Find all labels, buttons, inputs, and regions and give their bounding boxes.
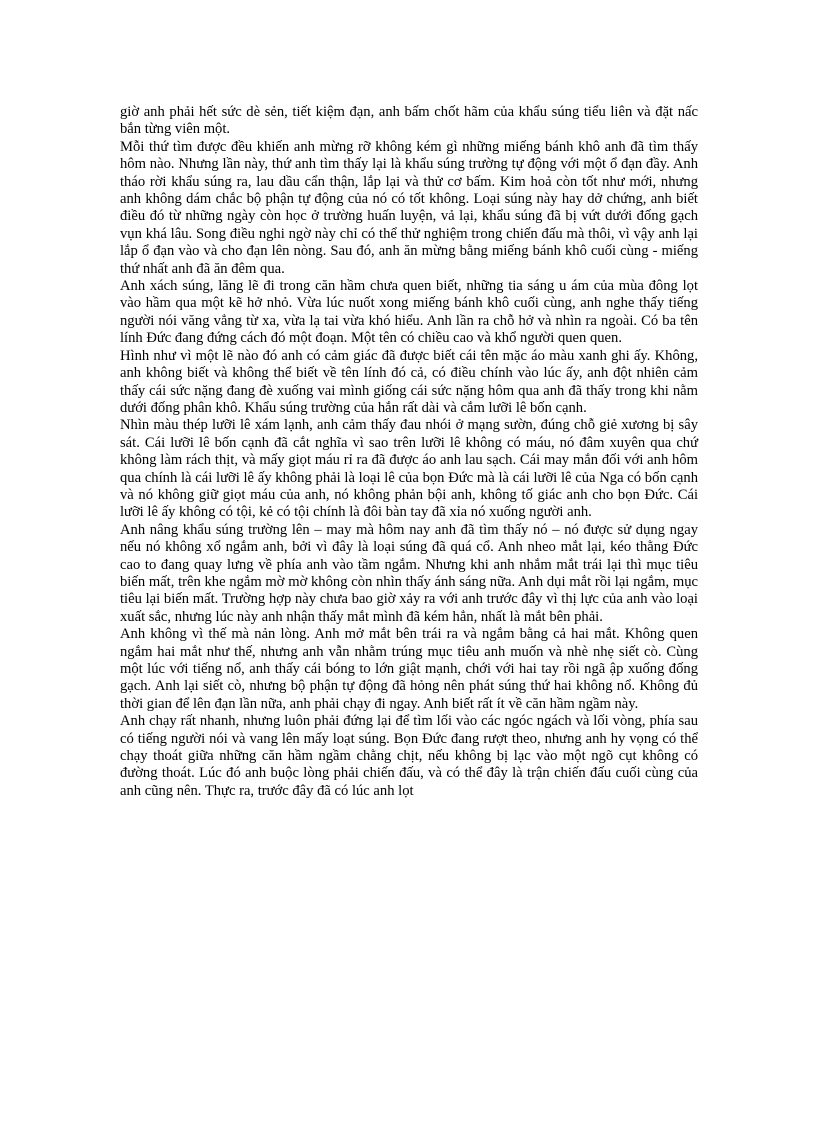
paragraph-3: Anh xách súng, lăng lẽ đi trong căn hầm chưa quen biết, những tia sáng u ám của mùa đông lọt vào hầm qua một kẽ hở nhỏ. Vừa lúc nuốt xong miếng bánh khô cuối cùng, anh nghe thấy tiếng người nói văng vẳng từ xa, vừa lạ tai vừa khó hiểu. Anh lần ra chỗ hở và nhìn ra ngoài. Có ba tên lính Đức đang đứng cách đó một đoạn. Một tên có chiều cao và khổ người quen quen. <box>120 278 698 347</box>
paragraph-4: Hình như vì một lẽ nào đó anh có cảm giác đã được biết cái tên mặc áo màu xanh ghi ấy. Không, anh không biết và không thể biết về tên lính đó cả, có điều chính vào lúc ấy, anh đột nhiên cảm thấy cái sức nặng đang đè xuống vai mình giống cái sức nặng hôm qua anh đã thấy trong khi nằm dưới đống phân khô. Khẩu súng trường của hắn rất dài và cắm lưỡi lê bốn cạnh. <box>120 347 698 416</box>
paragraph-1: giờ anh phải hết sức dè sẻn, tiết kiệm đạn, anh bấm chốt hãm của khẩu súng tiểu liên và đặt nấc bắn từng viên một. <box>120 104 698 138</box>
paragraph-2: Mỗi thứ tìm được đều khiến anh mừng rỡ không kém gì những miếng bánh khô anh đã tìm thấy hôm nào. Nhưng lần này, thứ anh tìm thấy lại là khẩu súng trường tự động với một ổ đạn đầy. Anh tháo rời khẩu súng ra, lau dầu cẩn thận, lắp lại và thử cơ bấm. Kim hoả còn tốt như mới, nhưng anh không dám chắc bộ phận tự động của nó có tốt không. Loại súng này hay dở chứng, anh biết điều đó từ những ngày còn học ở trường huấn luyện, vả lại, khẩu súng đã bị vứt dưới đống gạch vụn khá lâu. Song điều nghi ngờ này chỉ có thể thử nghiệm trong chiến đấu mà thôi, vì vậy anh lại lắp ổ đạn vào và cho đạn lên nòng. Sau đó, anh ăn mừng bằng miếng bánh khô cuối cùng - miếng thứ nhất anh đã ăn đêm qua. <box>120 138 698 277</box>
paragraph-7: Anh không vì thế mà nản lòng. Anh mở mắt bên trái ra và ngắm bằng cả hai mắt. Không quen ngắm hai mắt như thế, nhưng anh vẫn nhằm trúng mục tiêu anh muốn và nhè nhẹ siết cò. Cùng một lúc với tiếng nổ, anh thấy cái bóng to lớn giật mạnh, chới với hai tay rồi ngã ập xuống đống gạch. Anh lại siết cò, nhưng bộ phận tự động đã hỏng nên phát súng thứ hai không nổ. Không đủ thời gian để lên đạn lần nữa, anh phải chạy đi ngay. Anh biết rất ít về căn hầm ngầm này. <box>120 626 698 712</box>
paragraph-6: Anh nâng khẩu súng trường lên – may mà hôm nay anh đã tìm thấy nó – nó được sử dụng ngay nếu nó không xổ ngắm anh, bởi vì đây là loại súng đã quá cổ. Anh nheo mắt lại, kéo thằng Đức cao to đang quay lưng về phía anh vào tầm ngắm. Nhưng khi anh nhắm mắt trái lại thì mục tiêu biến mất, trên khe ngắm mờ mờ không còn nhìn thấy ánh sáng nữa. Anh dụi mắt rồi lại ngắm, mục tiêu lại biến mất. Trường hợp này chưa bao giờ xảy ra với anh trước đây vì thị lực của anh vào loại xuất sắc, nhưng lúc này anh nhận thấy mắt mình đã kém hẳn, nhất là mắt bên phải. <box>120 521 698 625</box>
paragraph-5: Nhìn màu thép lưỡi lê xám lạnh, anh cảm thấy đau nhói ở mạng sườn, đúng chỗ giẻ xương bị sây sát. Cái lưỡi lê bốn cạnh đã cắt nghĩa vì sao trên lưỡi lê không có máu, nó đâm xuyên qua chứ không làm rách thịt, và mấy giọt máu rỉ ra đã được áo anh lau sạch. Cái may mắn đối với anh hôm qua chính là cái lưỡi lê ấy không phải là loại lê của bọn Đức mà là cái lưỡi lê của Nga có bốn cạnh và nó không giữ giọt máu của anh, nó không phản bội anh, không tố giác anh cho bọn Đức. Cái lưỡi lê ấy không có tội, kẻ có tội chính là đôi bàn tay đã xỉa nó xuống người anh. <box>120 417 698 521</box>
document-page <box>120 104 698 800</box>
paragraph-8: Anh chạy rất nhanh, nhưng luôn phải đứng lại để tìm lối vào các ngóc ngách và lối vòng, phía sau có tiếng người nói và vang lên mấy loạt súng. Bọn Đức đang rượt theo, nhưng anh hy vọng có thể chạy thoát giữa những căn hầm ngầm chằng chịt, nếu không bị lạc vào một ngõ cụt không có đường thoát. Lúc đó anh buộc lòng phải chiến đấu, và có thể đây là trận chiến đấu cuối cùng của anh cũng nên. Thực ra, trước đây đã có lúc anh lọt <box>120 713 698 799</box>
